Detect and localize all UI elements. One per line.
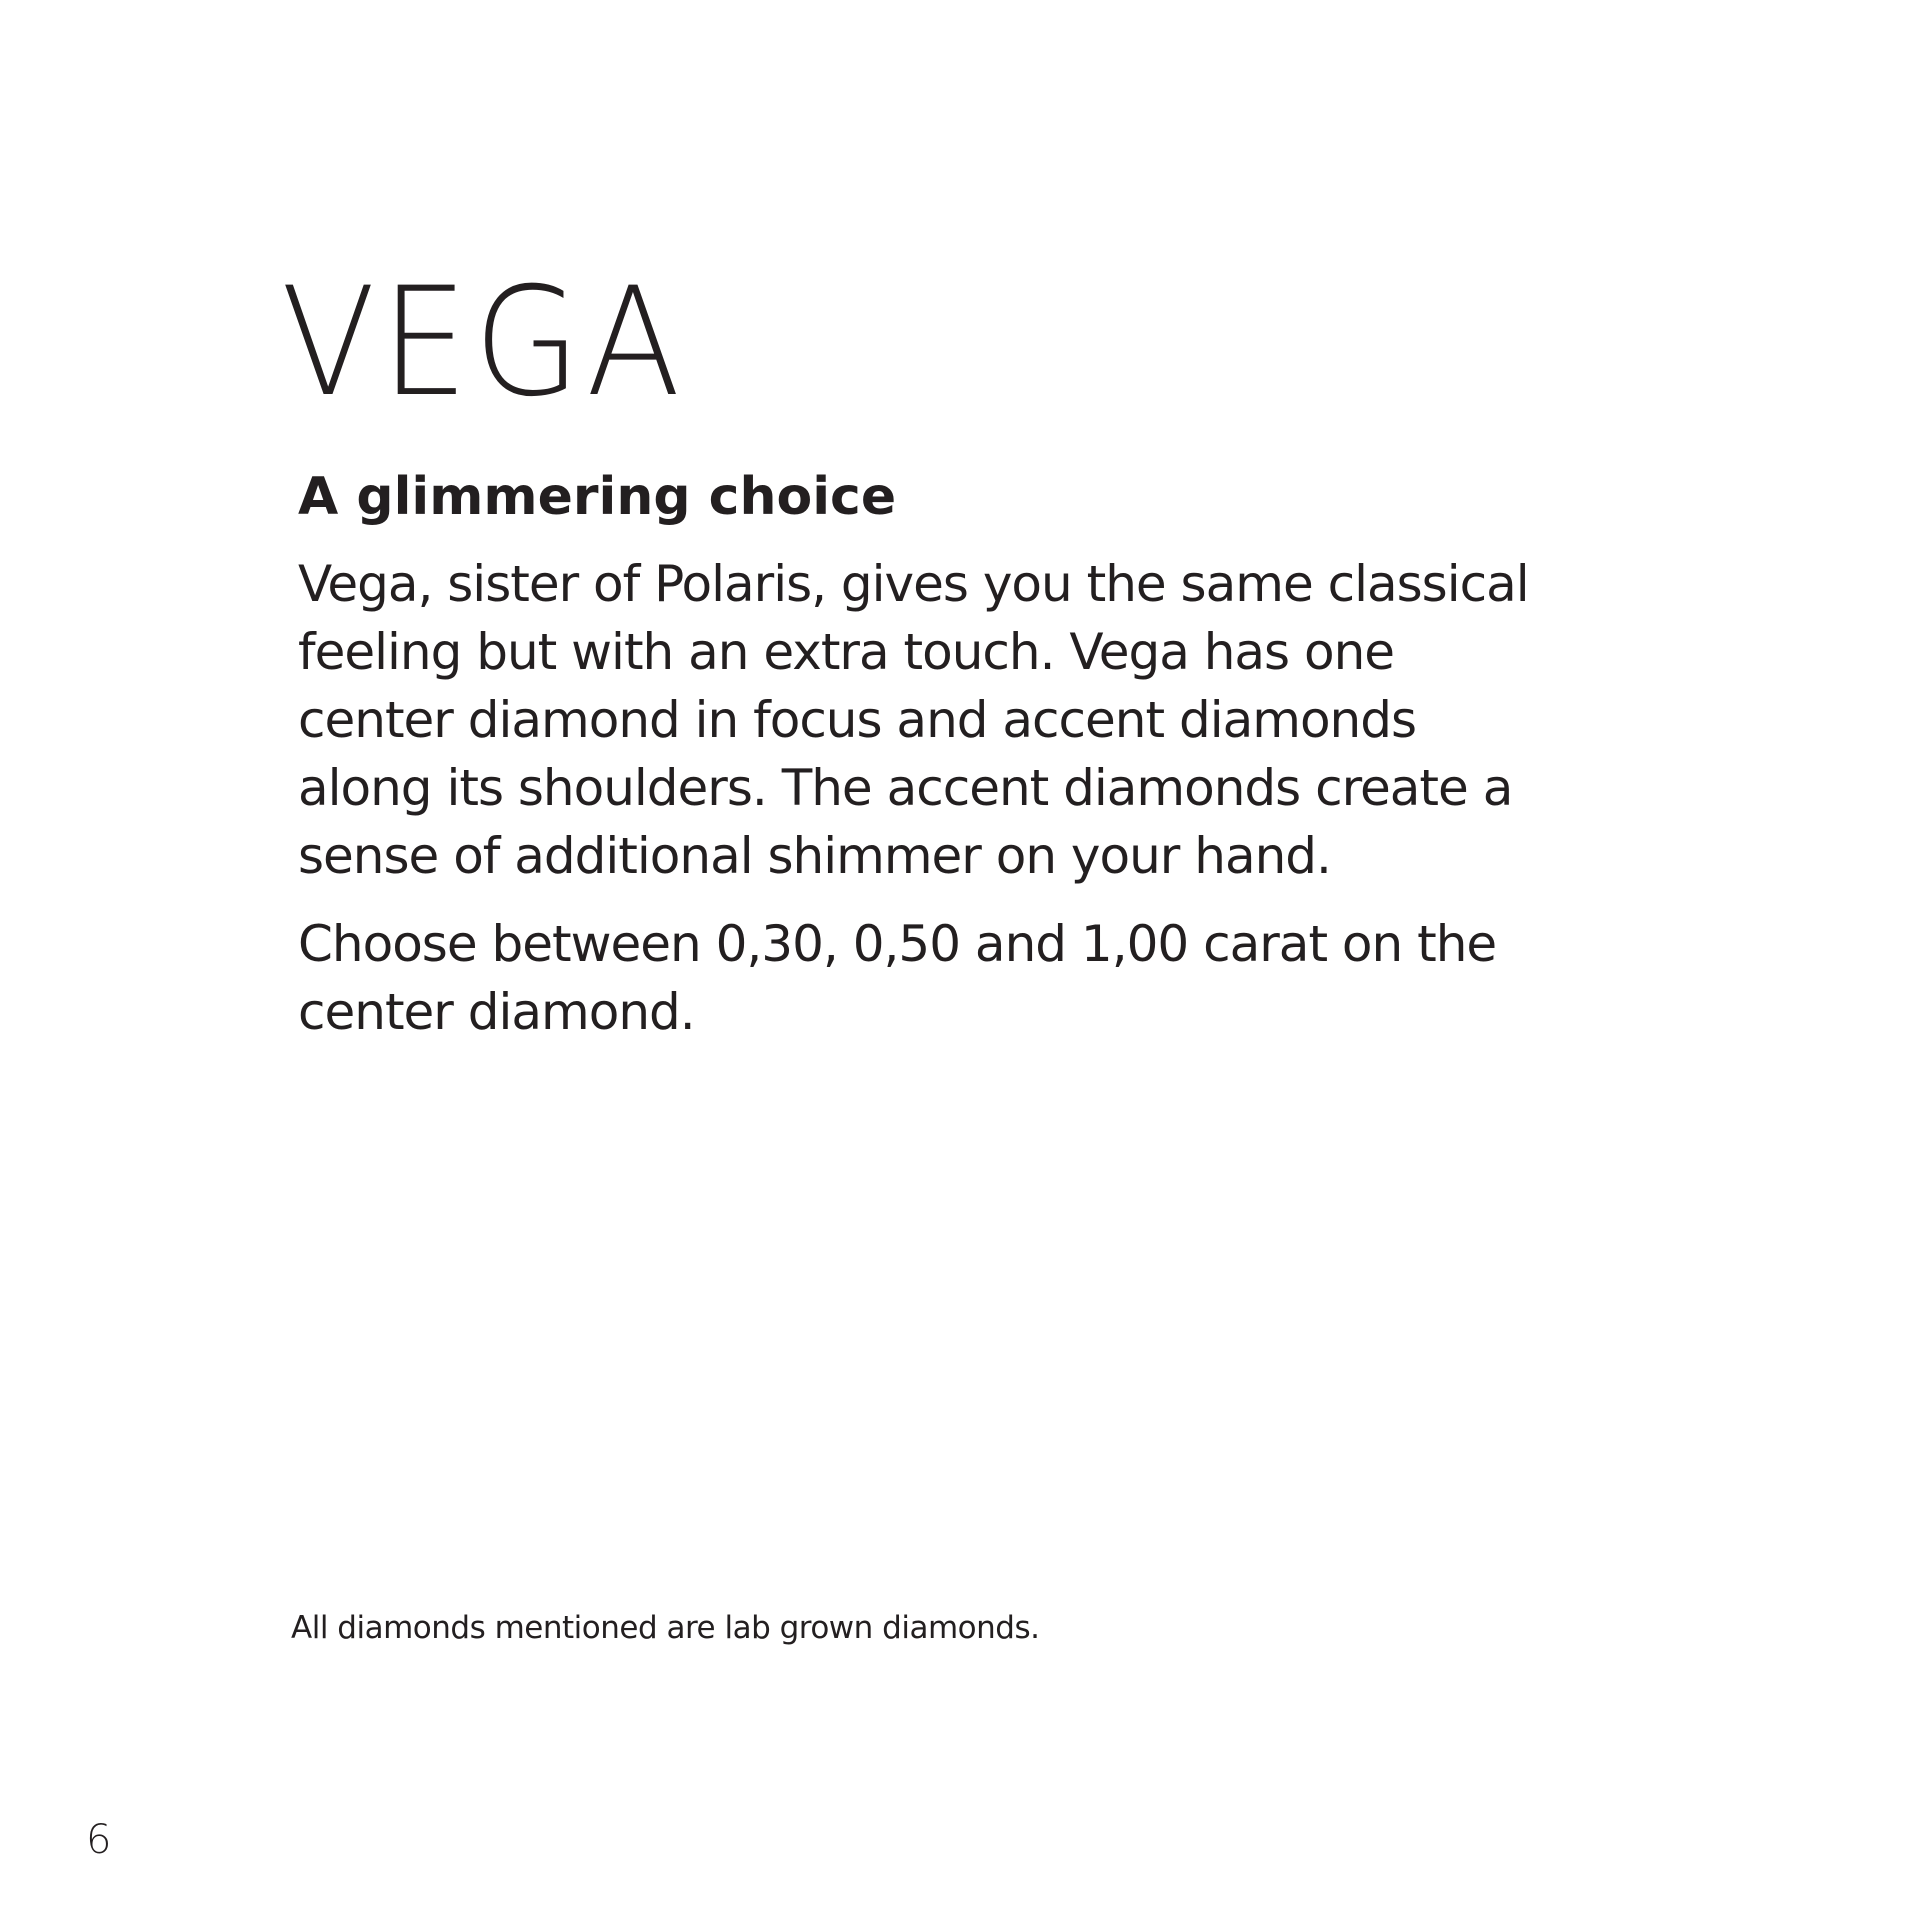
product-title <box>281 256 721 430</box>
description-paragraph-2: Choose between 0,30, 0,50 and 1,00 carat on the center diamond. <box>298 915 1497 1041</box>
product-description <box>298 550 1558 1066</box>
product-subtitle: A glimmering choice <box>298 467 897 527</box>
description-paragraph-1: Vega, sister of Polaris, gives you the same classical feeling but with an extra touch. Vega has one center diamond in focus and accent diamonds along its shoulders. The accent diamonds create a sense of additional shimmer on your hand. <box>298 555 1529 885</box>
product-title-text: VEGA <box>281 256 687 430</box>
page-number: 6 <box>86 1817 112 1863</box>
footnote: All diamonds mentioned are lab grown diamonds. <box>291 1610 1040 1646</box>
